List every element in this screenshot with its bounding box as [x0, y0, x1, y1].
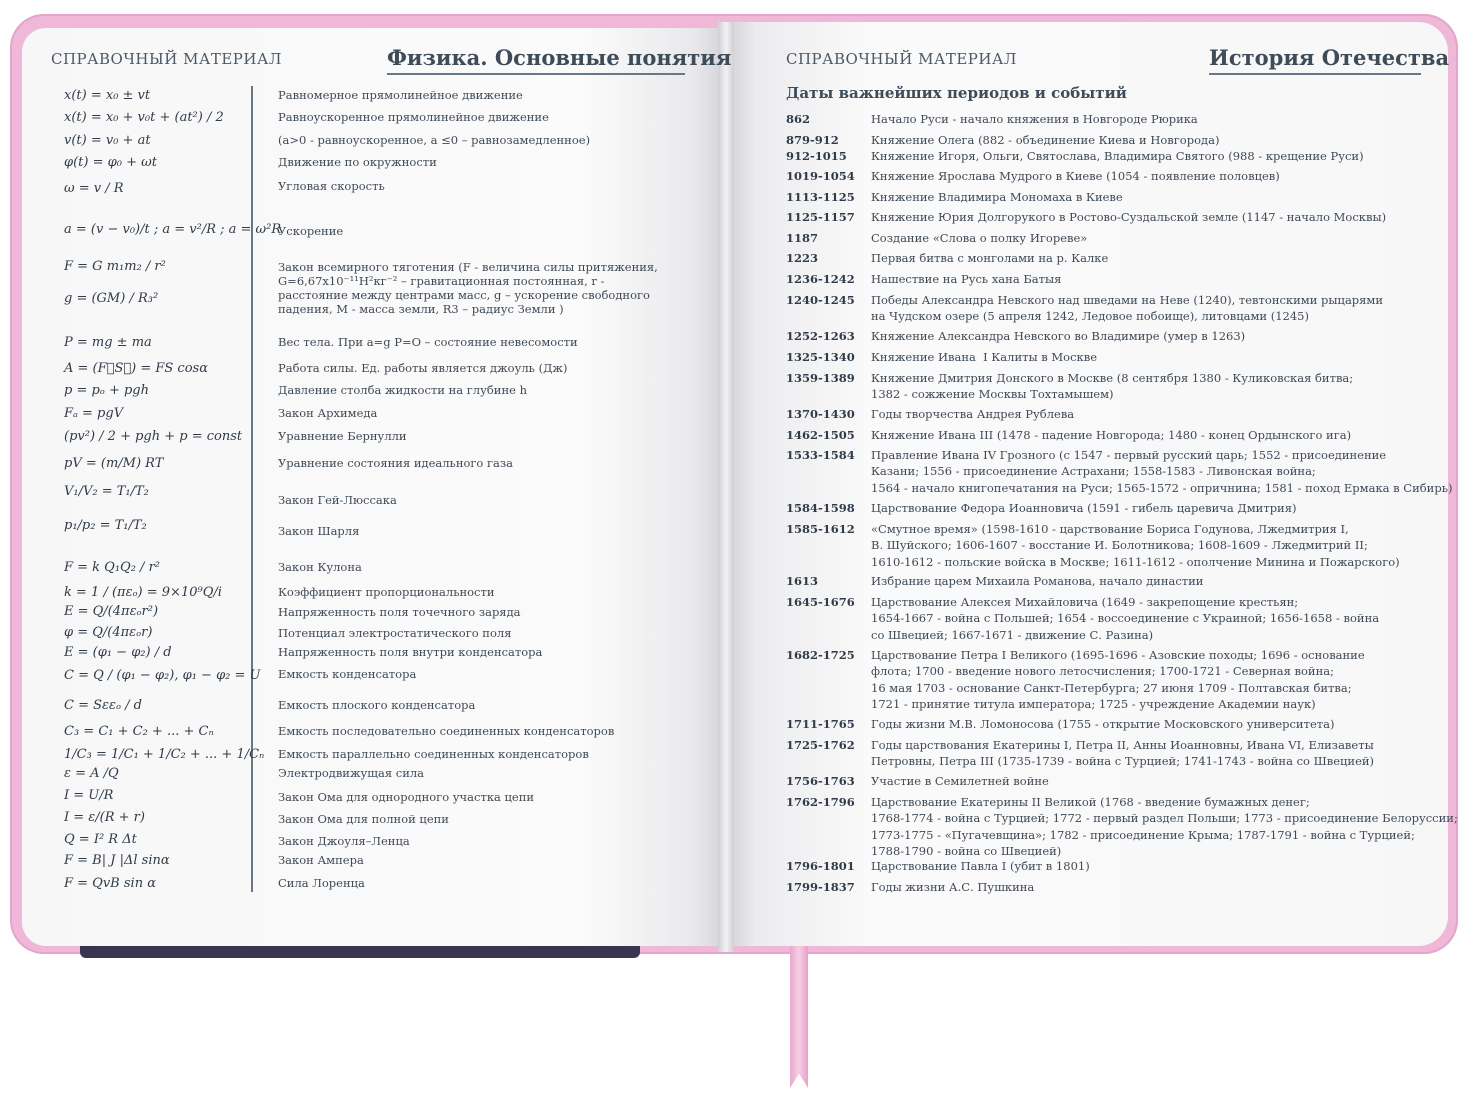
event-year: 1125-1157: [786, 210, 855, 224]
event-description: Княжение Олега (882 - объединение Киева и Новгорода): [871, 133, 1220, 147]
event-description: Царствование Алексея Михайловича (1649 - закрепощение крестьян; 1654-1667 - война с Польшей; 1654 - воссоединение с Украиной; 1656-1658 - война со Швецией; 1667-1671 - движение С. Разина): [871, 595, 1380, 642]
event-description: Нашествие на Русь хана Батыя: [871, 272, 1062, 286]
event-description: Годы жизни М.В. Ломоносова (1755 - открытие Московского университета): [871, 717, 1335, 731]
formula: F = QvB sin α: [64, 876, 156, 891]
formula: pV = (m/M) RT: [64, 456, 164, 471]
left-title-rule: [387, 73, 685, 75]
formula: A = (F⃗S⃗) = FS cosα: [64, 361, 208, 376]
formula-description: Равноускоренное прямолинейное движение: [278, 110, 549, 124]
event-description: Царствование Павла I (убит в 1801): [871, 859, 1090, 873]
formula: C = Q / (φ₁ − φ₂), φ₁ − φ₂ = U: [64, 668, 261, 683]
formula-description: Давление столба жидкости на глубине h: [278, 383, 528, 397]
left-page-title: Физика. Основные понятия: [387, 45, 732, 70]
event-description: Княжение Ивана III (1478 - падение Новгорода; 1480 - конец Ордынского ига): [871, 428, 1352, 442]
event-year: 862: [786, 112, 811, 126]
formula: E = Q/(4πεₒr²): [64, 604, 159, 619]
event-year: 1252-1263: [786, 329, 855, 343]
formula-description: Уравнение состояния идеального газа: [278, 456, 514, 470]
event-description: Избрание царем Михаила Романова, начало династии: [871, 574, 1204, 588]
formula: E = (φ₁ − φ₂) / d: [64, 645, 172, 660]
event-description: Княжение Ивана I Калиты в Москве: [871, 350, 1098, 364]
event-year: 1711-1765: [786, 717, 855, 731]
formula: C = Sεεₒ / d: [64, 698, 142, 713]
formula-description: Напряженность поля внутри конденсатора: [278, 645, 543, 659]
event-description: Годы жизни А.С. Пушкина: [871, 880, 1035, 894]
event-year: 1187: [786, 231, 819, 245]
history-subtitle: Даты важнейших периодов и событий: [786, 84, 1127, 102]
formula: I = U/R: [64, 788, 114, 803]
event-year: 1223: [786, 251, 819, 265]
formula-description: Закон Ампера: [278, 853, 364, 867]
formula: ω = v / R: [64, 181, 124, 196]
event-description: Царствование Федора Иоанновича (1591 - гибель царевича Дмитрия): [871, 501, 1297, 515]
event-year: 1584-1598: [786, 501, 855, 515]
formula: x(t) = x₀ + v₀t + (at²) / 2: [64, 110, 224, 125]
event-year: 1325-1340: [786, 350, 855, 364]
event-year: 1613: [786, 574, 819, 588]
formula-description: Потенциал электростатического поля: [278, 626, 512, 640]
book-spine: [718, 22, 734, 952]
formula: v(t) = v₀ + at: [64, 133, 151, 148]
formula-description: Закон всемирного тяготения (F - величина силы притяжения, G=6,67x10⁻¹¹Н²кг⁻² – гравитационная постоянная, r - расстояние между центрами масс, g – ускорение свободного падения, M - масса земли, R3 – радиус Земли ): [278, 260, 658, 316]
event-year: 1645-1676: [786, 595, 855, 609]
event-description: Годы царствования Екатерины I, Петра II, Анны Иоанновны, Ивана VI, Елизаветы Петровны, Петра III (1735-1739 - война с Турцией; 1741-1743 - война со Швецией): [871, 738, 1375, 769]
formula-description: Вес тела. При a=g P=O – состояние невесомости: [278, 335, 578, 349]
event-year: 1799-1837: [786, 880, 855, 894]
right-page-title: История Отечества: [1209, 45, 1450, 70]
formula: k = 1 / (πεₒ) = 9×10⁹Q/i: [64, 585, 222, 600]
formula: C₃ = C₁ + C₂ + ... + Cₙ: [64, 724, 214, 739]
formula-description: Коэффициент пропорциональности: [278, 585, 495, 599]
event-year: 1762-1796: [786, 795, 855, 809]
column-divider: [251, 86, 253, 892]
event-description: Княжение Дмитрия Донского в Москве (8 сентября 1380 - Куликовская битва; 1382 - сожжение Москвы Тохтамышем): [871, 371, 1354, 402]
formula: F = G m₁m₂ / r²: [64, 259, 166, 274]
event-description: Участие в Семилетней войне: [871, 774, 1049, 788]
formula: Fₐ = pgV: [64, 406, 124, 421]
formula-description: Движение по окружности: [278, 155, 437, 169]
formula-description: Сила Лоренца: [278, 876, 365, 890]
bookmark-ribbon[interactable]: [790, 944, 808, 1088]
formula: I = ε/(R + r): [64, 810, 145, 825]
event-description: Правление Ивана IV Грозного (с 1547 - первый русский царь; 1552 - присоединение Казани; 1556 - присоединение Астрахани; 1558-1583 - Ливонская война; 1564 - начало книгопечатания на Руси; 1565-1572 - опричнина; 1581 - поход Ермака в Сибирь): [871, 448, 1453, 495]
formula-description: Работа силы. Ед. работы является джоуль (Дж): [278, 361, 568, 375]
formula-description: Закон Ома для однородного участка цепи: [278, 790, 535, 804]
event-year: 1796-1801: [786, 859, 855, 873]
formula: φ = Q/(4πεₒr): [64, 625, 153, 640]
event-year: 1756-1763: [786, 774, 855, 788]
event-year: 1359-1389: [786, 371, 855, 385]
formula-description: Напряженность поля точечного заряда: [278, 605, 521, 619]
event-description: Княжение Игоря, Ольги, Святослава, Владимира Святого (988 - крещение Руси): [871, 149, 1364, 163]
event-description: Княжение Юрия Долгорукого в Ростово-Суздальской земле (1147 - начало Москвы): [871, 210, 1387, 224]
event-year: 1113-1125: [786, 190, 855, 204]
event-description: Княжение Александра Невского во Владимире (умер в 1263): [871, 329, 1246, 343]
formula: φ(t) = φ₀ + ωt: [64, 155, 157, 170]
event-year: 912-1015: [786, 149, 847, 163]
formula-description: Закон Шарля: [278, 524, 360, 538]
formula-description: Закон Джоуля–Ленца: [278, 834, 410, 848]
formula-description: Емкость последовательно соединенных конденсаторов: [278, 724, 615, 738]
formula: 1/C₃ = 1/C₁ + 1/C₂ + ... + 1/Cₙ: [64, 747, 265, 762]
formula-description: Закон Ома для полной цепи: [278, 812, 449, 826]
event-year: 1462-1505: [786, 428, 855, 442]
formula: P = mg ± ma: [64, 335, 152, 350]
formula-description: Емкость плоского конденсатора: [278, 698, 476, 712]
event-description: Царствование Екатерины II Великой (1768 - введение бумажных денег; 1768-1774 - война с Турцией; 1772 - первый раздел Польши; 1773 - присоединение Белоруссии; 1773-1775 - «Пугачевщина»; 1782 - присоединение Крыма; 1787-1791 - война с Турцией; 1788-1790 - война со Швецией): [871, 795, 1458, 858]
formula-description: Емкость параллельно соединенных конденсаторов: [278, 747, 589, 761]
event-description: Царствование Петра I Великого (1695-1696 - Азовские походы; 1696 - основание флота; 1700 - введение нового летосчисления; 1700-1721 - Северная война; 16 мая 1703 - основание Санкт-Петербурга; 27 июня 1709 - Полтавская битва; 1721 - принятие титула императора; 1725 - учреждение Академии наук): [871, 648, 1365, 711]
event-year: 1236-1242: [786, 272, 855, 286]
formula: p₁/p₂ = T₁/T₂: [64, 518, 147, 533]
left-page-label: СПРАВОЧНЫЙ МАТЕРИАЛ: [51, 50, 282, 68]
formula-description: Ускорение: [278, 224, 344, 238]
event-year: 1533-1584: [786, 448, 855, 462]
cover-edge: [80, 944, 640, 958]
event-year: 1240-1245: [786, 293, 855, 307]
event-description: Княжение Ярослава Мудрого в Киеве (1054 - появление половцев): [871, 169, 1280, 183]
right-title-rule: [1209, 73, 1421, 75]
formula-description: Закон Гей-Люссака: [278, 493, 397, 507]
event-year: 1682-1725: [786, 648, 855, 662]
formula: a = (v − v₀)/t ; a = v²/R ; a = ω²R: [64, 222, 282, 237]
formula-description: Уравнение Бернулли: [278, 429, 407, 443]
formula: (pv²) / 2 + pgh + p = const: [64, 429, 243, 444]
formula: F = k Q₁Q₂ / r²: [64, 560, 160, 575]
formula-description: Закон Архимеда: [278, 406, 378, 420]
formula-description: Равномерное прямолинейное движение: [278, 88, 523, 102]
formula-description: Угловая скорость: [278, 179, 385, 193]
formula: x(t) = x₀ ± vt: [64, 88, 151, 103]
right-page-label: СПРАВОЧНЫЙ МАТЕРИАЛ: [786, 50, 1017, 68]
formula-description: Электродвижущая сила: [278, 766, 425, 780]
formula: p = pₒ + pgh: [64, 383, 149, 398]
event-description: Начало Руси - начало княжения в Новгороде Рюрика: [871, 112, 1198, 126]
event-description: «Смутное время» (1598-1610 - царствование Бориса Годунова, Лжедмитрия I, В. Шуйского; 1606-1607 - восстание И. Болотникова; 1608-1609 - Лжедмитрий II; 1610-1612 - польские войска в Москве; 1611-1612 - ополчение Минина и Пожарского): [871, 522, 1400, 569]
formula: ε = A /Q: [64, 766, 119, 781]
formula-description: (a>0 - равноускоренное, a ≤0 – равнозамедленное): [278, 133, 591, 147]
formula-description: Закон Кулона: [278, 560, 362, 574]
event-year: 1370-1430: [786, 407, 855, 421]
event-description: Княжение Владимира Мономаха в Киеве: [871, 190, 1123, 204]
event-year: 1725-1762: [786, 738, 855, 752]
event-year: 1019-1054: [786, 169, 855, 183]
event-description: Победы Александра Невского над шведами на Неве (1240), тевтонскими рыцарями на Чудском озере (5 апреля 1242, Ледовое побоище), литовцами (1245): [871, 293, 1384, 324]
formula-description: Емкость конденсатора: [278, 667, 417, 681]
event-description: Создание «Слова о полку Игореве»: [871, 231, 1088, 245]
event-description: Годы творчества Андрея Рублева: [871, 407, 1075, 421]
formula: F = B| J |Δl sinα: [64, 853, 170, 868]
formula: g = (GM) / R₃²: [64, 291, 159, 306]
formula: Q = I² R Δt: [64, 832, 137, 847]
event-description: Первая битва с монголами на р. Калке: [871, 251, 1109, 265]
formula: V₁/V₂ = T₁/T₂: [64, 484, 149, 499]
event-year: 1585-1612: [786, 522, 855, 536]
event-year: 879-912: [786, 133, 839, 147]
